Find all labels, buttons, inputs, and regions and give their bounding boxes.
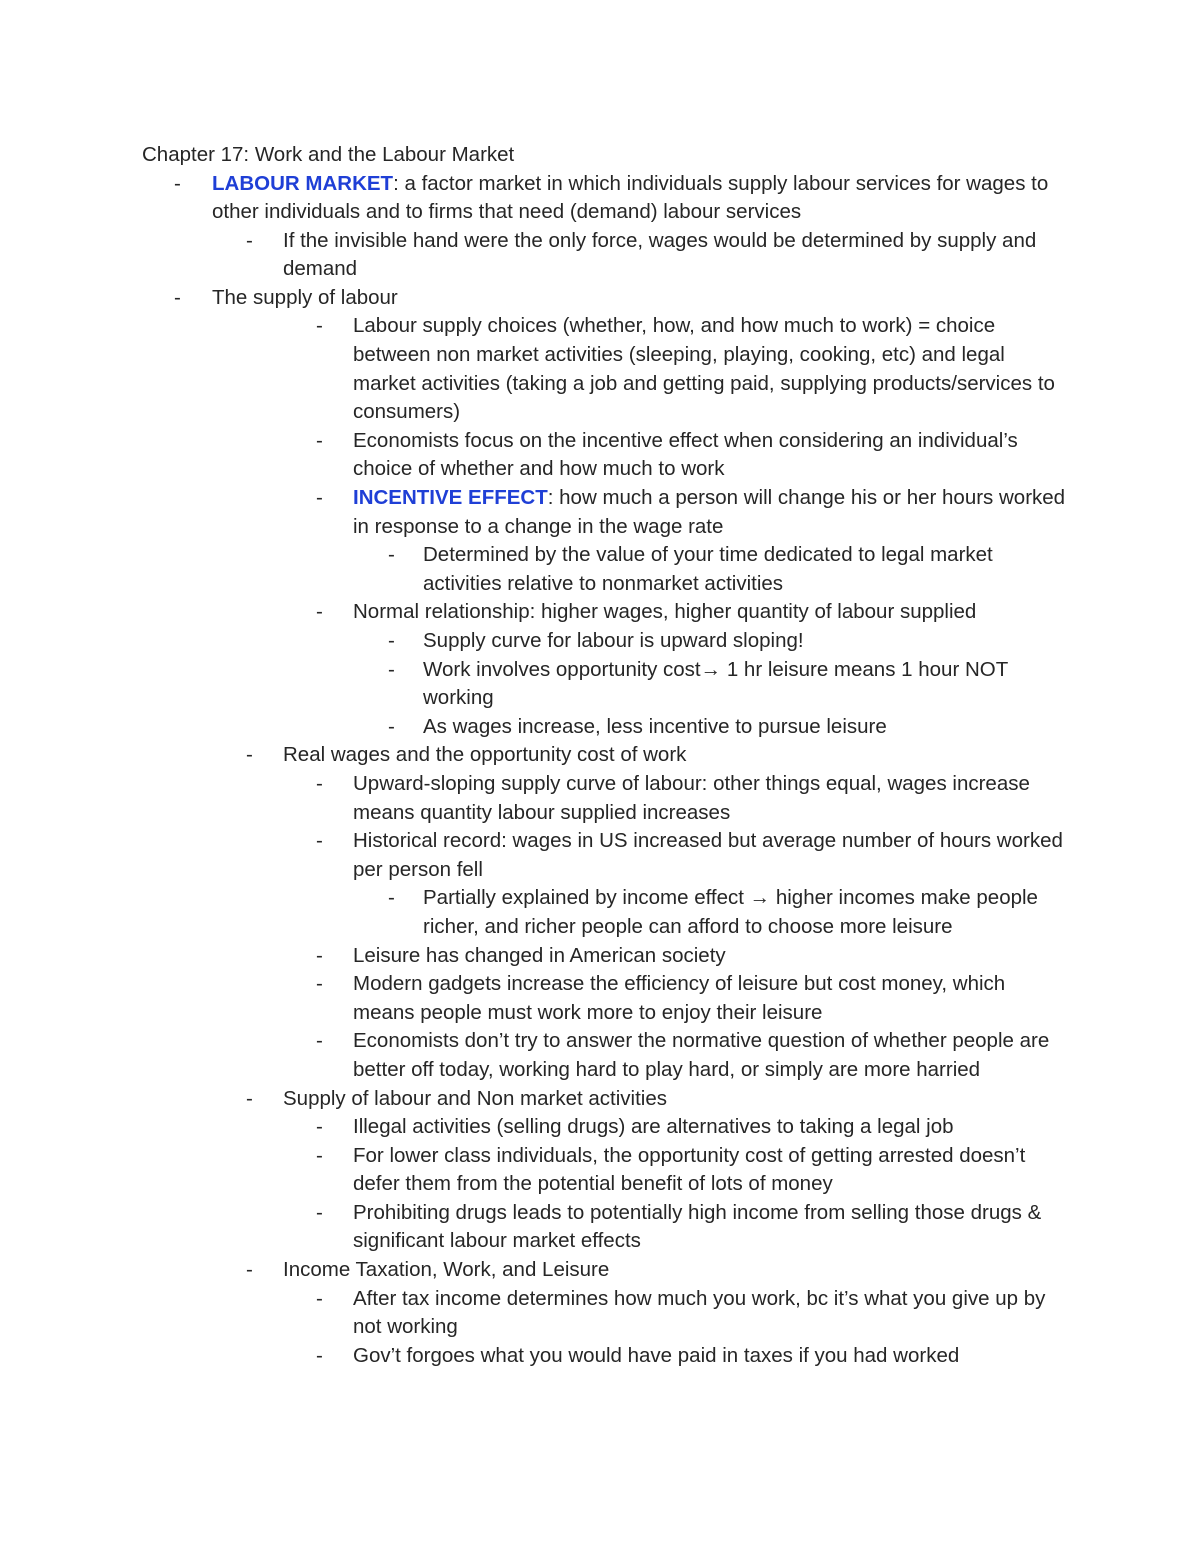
outline-item-text [353, 312, 1072, 426]
outline-item-body: Economists don’t try to answer the normative question of whether people are better off today, working hard to play hard, or simply are more harried [353, 1029, 1050, 1081]
bullet-dash: - [316, 314, 323, 338]
bullet-dash: - [316, 486, 323, 510]
outline-item-text [353, 1199, 1072, 1256]
outline-item-text [212, 170, 1072, 227]
outline-item [142, 656, 1072, 713]
bullet-dash: - [388, 886, 395, 910]
outline-item-text [353, 1113, 1072, 1142]
bullet-dash: - [388, 657, 395, 681]
outline-item-body: As wages increase, less incentive to pursue leisure [423, 714, 887, 738]
bullet-dash: - [174, 285, 181, 309]
outline-item-body: Prohibiting drugs leads to potentially high income from selling those drugs & significant labour market effects [353, 1200, 1042, 1253]
bullet-dash: - [174, 171, 181, 195]
bullet-outline [142, 170, 1072, 1371]
outline-item-body: Normal relationship: higher wages, higher quantity of labour supplied [353, 600, 977, 624]
outline-item-text [212, 284, 1072, 313]
outline-item [142, 770, 1072, 827]
bullet-dash: - [246, 743, 253, 767]
outline-item-text [283, 1085, 1072, 1114]
outline-item-body: Modern gadgets increase the efficiency of leisure but cost money, which means people must work more to enjoy their leisure [353, 972, 1006, 1024]
outline-item [142, 170, 1072, 227]
outline-item [142, 312, 1072, 426]
outline-item [142, 884, 1072, 941]
bullet-dash: - [388, 629, 395, 652]
outline-item-body: Partially explained by income effect → higher incomes make people richer, and richer people can afford to choose more leisure [423, 886, 1038, 938]
outline-item [142, 827, 1072, 884]
bullet-dash: - [316, 1286, 323, 1310]
outline-item-body: Leisure has changed in American society [353, 943, 726, 967]
outline-item [142, 484, 1072, 541]
outline-item-text [353, 970, 1072, 1027]
outline-item-text [353, 827, 1072, 884]
outline-item [142, 1113, 1072, 1142]
outline-item [142, 598, 1072, 627]
outline-item-text [283, 227, 1072, 284]
outline-item-text [423, 541, 1072, 598]
outline-item-body: : a factor market in which individuals supply labour services for wages to other individuals and to firms that need (demand) labour services [212, 171, 1049, 224]
outline-item [142, 1142, 1072, 1199]
outline-item-body: Determined by the value of your time dedicated to legal market activities relative to nonmarket activities [423, 543, 993, 595]
outline-item-body: Economists focus on the incentive effect when considering an individual’s choice of whether and how much to work [353, 428, 1018, 481]
bullet-dash: - [246, 228, 253, 252]
outline-item-body: Supply curve for labour is upward sloping! [423, 629, 804, 652]
outline-item [142, 942, 1072, 971]
outline-item-text [423, 656, 1072, 713]
outline-item-text [423, 627, 1072, 656]
outline-item [142, 1199, 1072, 1256]
outline-item [142, 284, 1072, 313]
outline-item-text [353, 1142, 1072, 1199]
bullet-dash: - [388, 714, 395, 738]
outline-item [142, 713, 1072, 742]
outline-item-body: If the invisible hand were the only force, wages would be determined by supply and demand [283, 228, 1037, 281]
outline-item-body: Labour supply choices (whether, how, and how much to work) = choice between non market activities (sleeping, playing, cooking, etc) and legal market activities (taking a job and getting paid, supplying products/services to consumers) [353, 314, 1055, 424]
outline-item-body: : how much a person will change his or her hours worked in response to a change in the wage rate [353, 486, 1066, 538]
defined-term: LABOUR MARKET [212, 171, 394, 195]
outline-item-body: For lower class individuals, the opportunity cost of getting arrested doesn’t defer them from the potential benefit of lots of money [353, 1143, 1026, 1196]
outline-item-text [353, 1342, 1072, 1371]
outline-item [142, 1342, 1072, 1371]
outline-item-text [353, 1285, 1072, 1342]
outline-item [142, 970, 1072, 1027]
outline-item-body: The supply of labour [212, 285, 398, 309]
bullet-dash: - [316, 1200, 323, 1224]
document-page [142, 141, 1072, 1370]
outline-item-text [353, 598, 1072, 627]
bullet-dash: - [316, 600, 323, 624]
outline-item [142, 627, 1072, 656]
bullet-dash: - [246, 1086, 253, 1110]
outline-item-body: Gov’t forgoes what you would have paid in taxes if you had worked [353, 1343, 960, 1367]
outline-item-body: After tax income determines how much you work, bc it’s what you give up by not working [353, 1286, 1046, 1339]
outline-item-body: Supply of labour and Non market activities [283, 1086, 668, 1110]
outline-item-text [423, 713, 1072, 742]
outline-item [142, 1285, 1072, 1342]
outline-item-text [353, 484, 1072, 541]
outline-item [142, 1085, 1072, 1114]
outline-item-text [353, 770, 1072, 827]
bullet-dash: - [316, 1143, 323, 1167]
document-title: Chapter 17: Work and the Labour Market [142, 143, 515, 166]
bullet-dash: - [316, 1343, 323, 1367]
outline-item-body: Historical record: wages in US increased but average number of hours worked per person fell [353, 829, 1063, 881]
outline-item [142, 741, 1072, 770]
outline-item-text [283, 1256, 1072, 1285]
outline-item-text [353, 1027, 1072, 1084]
bullet-dash: - [316, 771, 323, 795]
outline-item [142, 1027, 1072, 1084]
outline-item [142, 541, 1072, 598]
bullet-dash: - [316, 972, 323, 996]
bullet-dash: - [316, 428, 323, 452]
defined-term: INCENTIVE EFFECT [353, 486, 548, 510]
outline-item-text [423, 884, 1072, 941]
outline-item-text [353, 427, 1072, 484]
outline-item-body: Real wages and the opportunity cost of work [283, 743, 687, 767]
outline-item [142, 227, 1072, 284]
outline-item [142, 427, 1072, 484]
bullet-dash: - [316, 1029, 323, 1053]
outline-item-body: Upward-sloping supply curve of labour: other things equal, wages increase means quantity labour supplied increases [353, 771, 1030, 824]
outline-item [142, 1256, 1072, 1285]
bullet-dash: - [246, 1258, 253, 1282]
outline-item-text [353, 942, 1072, 971]
outline-item-text [283, 741, 1072, 770]
outline-item-body: Work involves opportunity cost→ 1 hr leisure means 1 hour NOT working [423, 657, 1008, 710]
outline-item-body: Illegal activities (selling drugs) are alternatives to taking a legal job [353, 1115, 954, 1139]
bullet-dash: - [316, 1115, 323, 1139]
bullet-dash: - [316, 829, 323, 853]
bullet-dash: - [388, 543, 395, 567]
outline-item-body: Income Taxation, Work, and Leisure [283, 1258, 610, 1282]
bullet-dash: - [316, 943, 323, 967]
